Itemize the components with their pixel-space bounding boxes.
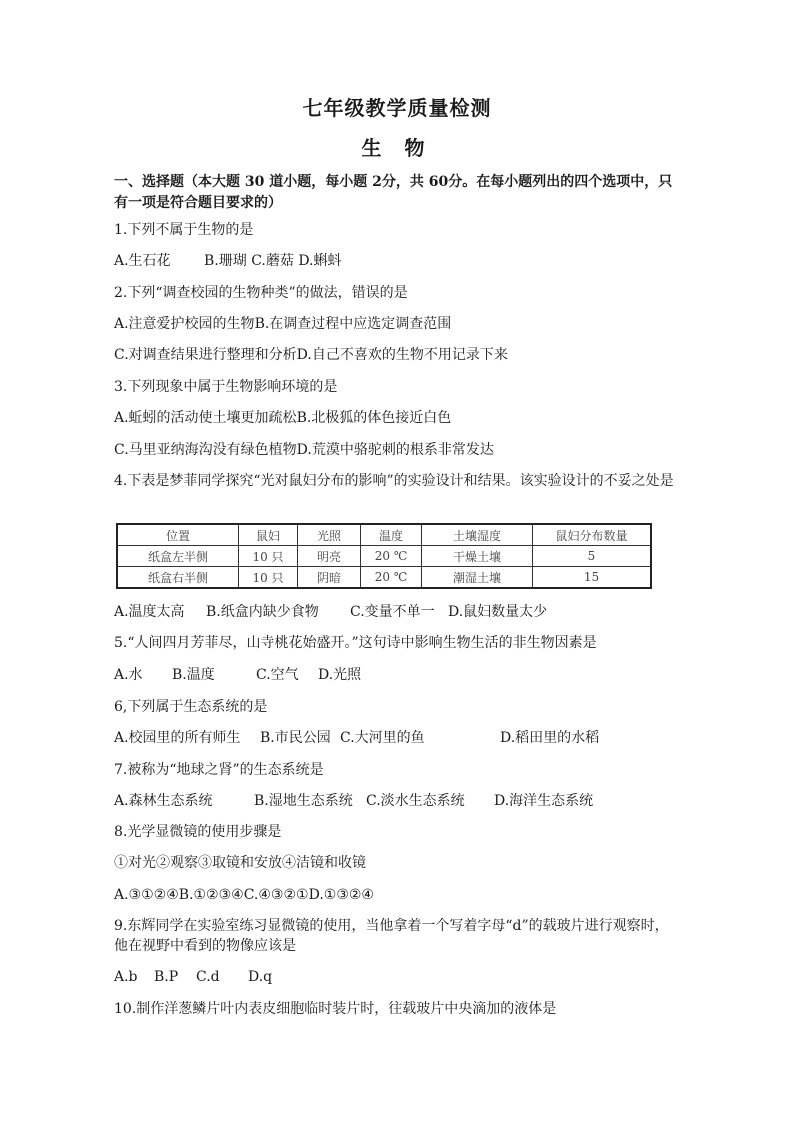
q10-stem: 10.制作洋葱鳞片叶内表皮细胞临时装片时，往载玻片中央滴加的液体是: [114, 1001, 557, 1017]
table-row: [117, 546, 651, 567]
q2-option-d: D.自己不喜欢的生物不用记录下来: [296, 347, 508, 363]
table-cell: 10 只: [239, 567, 298, 589]
q5-options: [114, 665, 684, 685]
q6-option-c: C.大河里的鱼: [340, 730, 425, 746]
table-header-cell: 鼠妇: [239, 524, 298, 546]
table-cell: 纸盒右半侧: [117, 567, 239, 589]
q9-option-a: A.b: [114, 969, 138, 985]
q6-option-a: A.校园里的所有师生: [114, 730, 241, 746]
q7-options: [114, 791, 684, 811]
q4-options: [114, 602, 684, 622]
exam-title: 七年级教学质量检测: [302, 96, 492, 120]
q3-option-a: A.蚯蚓的活动使土壤更加疏松: [114, 410, 297, 426]
q9-options: [114, 967, 684, 987]
q4-option-c: C.变量不单一: [350, 604, 435, 620]
q8-option-c: C.④③②①: [243, 887, 309, 903]
q7-option-b: B.湿地生态系统: [254, 793, 353, 809]
table-header-cell: 土壤湿度: [422, 524, 533, 546]
q8-option-d: D.①③②④: [308, 887, 374, 903]
q4-stem: 4.下表是梦菲同学探究“光对鼠妇分布的影响”的实验设计和结果。该实验设计的不妥之处是: [114, 473, 674, 489]
subject-title: 生 物: [361, 136, 433, 160]
table-header-cell: 位置: [117, 524, 239, 546]
q8-steps: ①对光②观察③取镜和安放④洁镜和收镜: [114, 855, 366, 871]
table-cell: 潮湿土壤: [422, 567, 533, 589]
table-cell: 10 只: [239, 546, 298, 567]
q6-options: [114, 728, 684, 748]
table-cell: 20 ℃: [361, 567, 422, 589]
table-cell: 15: [533, 567, 652, 589]
q7-stem: 7.被称为“地球之肾”的生态系统是: [114, 762, 324, 778]
table-header-cell: 温度: [361, 524, 422, 546]
table-header-row: [117, 524, 651, 546]
q8-option-b: B.①②③④: [178, 887, 244, 903]
q9-stem-line1: 9.东辉同学在实验室练习显微镜的使用，当他拿着一个写着字母“d”的载玻片进行观察时，: [114, 918, 669, 934]
q4-experiment-table: [116, 523, 652, 589]
q7-option-a: A.森林生态系统: [114, 793, 213, 809]
q2-options-row1: [114, 314, 684, 334]
q3-stem: 3.下列现象中属于生物影响环境的是: [114, 379, 338, 395]
q1-option-d: D.蝌蚪: [298, 253, 342, 269]
q6-stem: 6,下列属于生态系统的是: [114, 699, 268, 715]
q7-option-d: D.海洋生态系统: [494, 793, 594, 809]
q5-option-b: B.温度: [172, 667, 215, 683]
q9-option-d: D.q: [248, 969, 273, 985]
table-header-cell: 鼠妇分布数量: [533, 524, 652, 546]
table-cell: 明亮: [298, 546, 361, 567]
q3-option-b: B.北极狐的体色接近白色: [296, 410, 452, 426]
q4-option-a: A.温度太高: [114, 604, 185, 620]
table-cell: 纸盒左半侧: [117, 546, 239, 567]
q7-option-c: C.淡水生态系统: [366, 793, 465, 809]
q3-option-c: C.马里亚纳海沟没有绿色植物: [114, 442, 297, 458]
table-cell: 5: [533, 546, 652, 567]
q8-stem: 8.光学显微镜的使用步骤是: [114, 824, 282, 840]
q1-option-c: C.蘑菇: [251, 253, 294, 269]
q4-option-d: D.鼠妇数量太少: [448, 604, 548, 620]
q1-option-a: A.生石花: [114, 253, 171, 269]
q2-option-b: B.在调查过程中应选定调查范围: [254, 316, 452, 332]
q2-stem: 2.下列“调查校园的生物种类”的做法，错误的是: [114, 285, 408, 301]
table-header-cell: 光照: [298, 524, 361, 546]
section-heading: 一、选择题（本大题 30 道小题，每小题 2分，共 60分。在每小题列出的四个选项中，只有一项是符合题目要求的）: [114, 174, 673, 211]
q5-option-d: D.光照: [318, 667, 362, 683]
q6-option-b: B.市民公园: [260, 730, 331, 746]
q9-option-b: B.P: [154, 969, 179, 985]
q1-stem: 1.下列不属于生物的是: [114, 222, 254, 238]
q1-options: [114, 251, 684, 271]
q2-options-row2: [114, 345, 684, 365]
q5-option-a: A.水: [114, 667, 143, 683]
q8-option-a: A.③①②④: [114, 887, 179, 903]
q3-option-d: D.荒漠中骆驼刺的根系非常发达: [296, 442, 494, 458]
q4-option-b: B.纸盒内缺少食物: [206, 604, 319, 620]
q2-option-a: A.注意爱护校园的生物: [114, 316, 255, 332]
q5-option-c: C.空气: [256, 667, 299, 683]
q9-option-c: C.d: [196, 969, 220, 985]
q3-options-row2: [114, 440, 684, 460]
q2-option-c: C.对调查结果进行整理和分析: [114, 347, 297, 363]
q3-options-row1: [114, 408, 684, 428]
q9-stem-line2: 他在视野中看到的物像应该是: [114, 938, 296, 954]
table-cell: 干燥土壤: [422, 546, 533, 567]
q1-option-b: B.珊瑚: [204, 253, 247, 269]
table-cell: 20 ℃: [361, 546, 422, 567]
table-row: [117, 567, 651, 589]
q5-stem: 5.“人间四月芳菲尽，山寺桃花始盛开。”这句诗中影响生物生活的非生物因素是: [114, 635, 597, 651]
table-cell: 阴暗: [298, 567, 361, 589]
q8-options: [114, 885, 684, 905]
q6-option-d: D.稻田里的水稻: [500, 730, 600, 746]
